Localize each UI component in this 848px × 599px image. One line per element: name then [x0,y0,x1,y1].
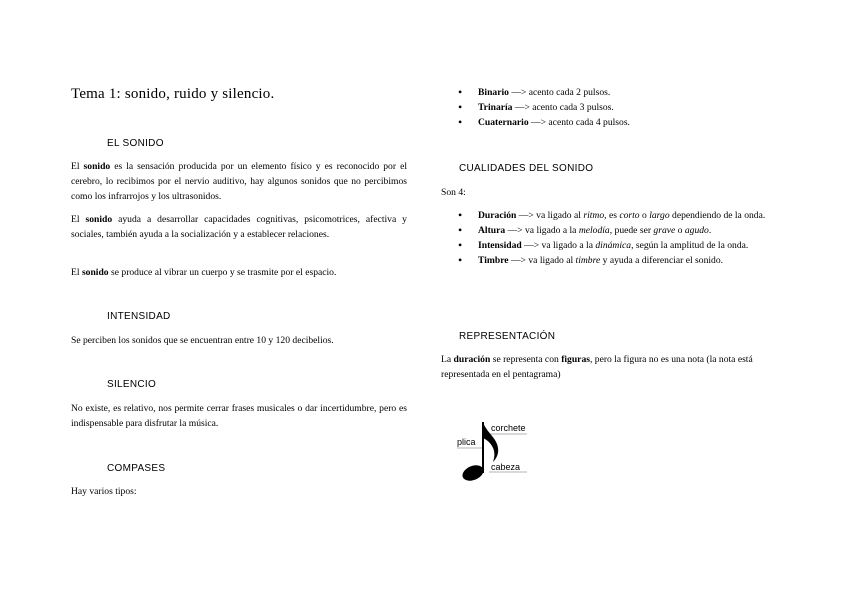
heading-el-sonido: EL SONIDO [107,138,164,149]
list-item: • Duración —> va ligado al ritmo, es corto o largo dependiendo de la onda. [441,208,777,223]
silencio-text: No existe, es relativo, nos permite cerrar frases musicales o dar incertidumbre, pero es indispensable para disfrutar la música. [71,403,407,429]
compases-text: Hay varios tipos: [71,486,137,497]
figure-label-cabeza: cabeza [491,462,521,472]
list-item: • Trinaría —> acento cada 3 pulsos. [441,100,777,115]
list-item: • Cuaternario —> acento cada 4 pulsos. [441,115,777,130]
heading-representacion: REPRESENTACIÓN [459,331,556,342]
sonido-paragraph-1: El sonido es la sensación producida por un elemento físico y es reconocido por el cerebro, lo recibimos por el nervio auditivo, hay algunos sonidos que no percibimos como los infrarrojos y los ultrasonidos. [71,161,407,202]
heading-compases: COMPASES [107,463,166,474]
representacion-text: La duración se representa con figuras, pero la figura no es una nota (la nota está representada en el pentagrama) [441,354,753,380]
eighth-note-figure [453,418,533,484]
page-title: Tema 1: sonido, ruido y silencio. [71,86,275,102]
figure-label-plica: plica [457,437,476,447]
list-item: • Altura —> va ligado a la melodía, puede ser grave o agudo. [441,223,777,238]
list-item: • Intensidad —> va ligado a la dinámica, según la amplitud de la onda. [441,238,777,253]
intensidad-text: Se perciben los sonidos que se encuentran entre 10 y 120 decibelios. [71,335,334,346]
heading-silencio: SILENCIO [107,379,157,390]
sonido-paragraph-3: El sonido se produce al vibrar un cuerpo y se trasmite por el espacio. [71,267,337,278]
cualidades-intro: Son 4: [441,187,466,198]
list-item: • Binario —> acento cada 2 pulsos. [441,85,777,100]
heading-cualidades: CUALIDADES DEL SONIDO [459,163,594,174]
cualidades-list [441,208,777,268]
list-item: • Timbre —> va ligado al timbre y ayuda a diferenciar el sonido. [441,253,777,268]
figure-label-corchete: corchete [491,423,526,433]
compases-list [441,85,777,130]
sonido-paragraph-2: El sonido ayuda a desarrollar capacidades cognitivas, psicomotrices, afectiva y sociales, también ayuda a la socialización y a establecer relaciones. [71,214,407,240]
heading-intensidad: INTENSIDAD [107,311,171,322]
